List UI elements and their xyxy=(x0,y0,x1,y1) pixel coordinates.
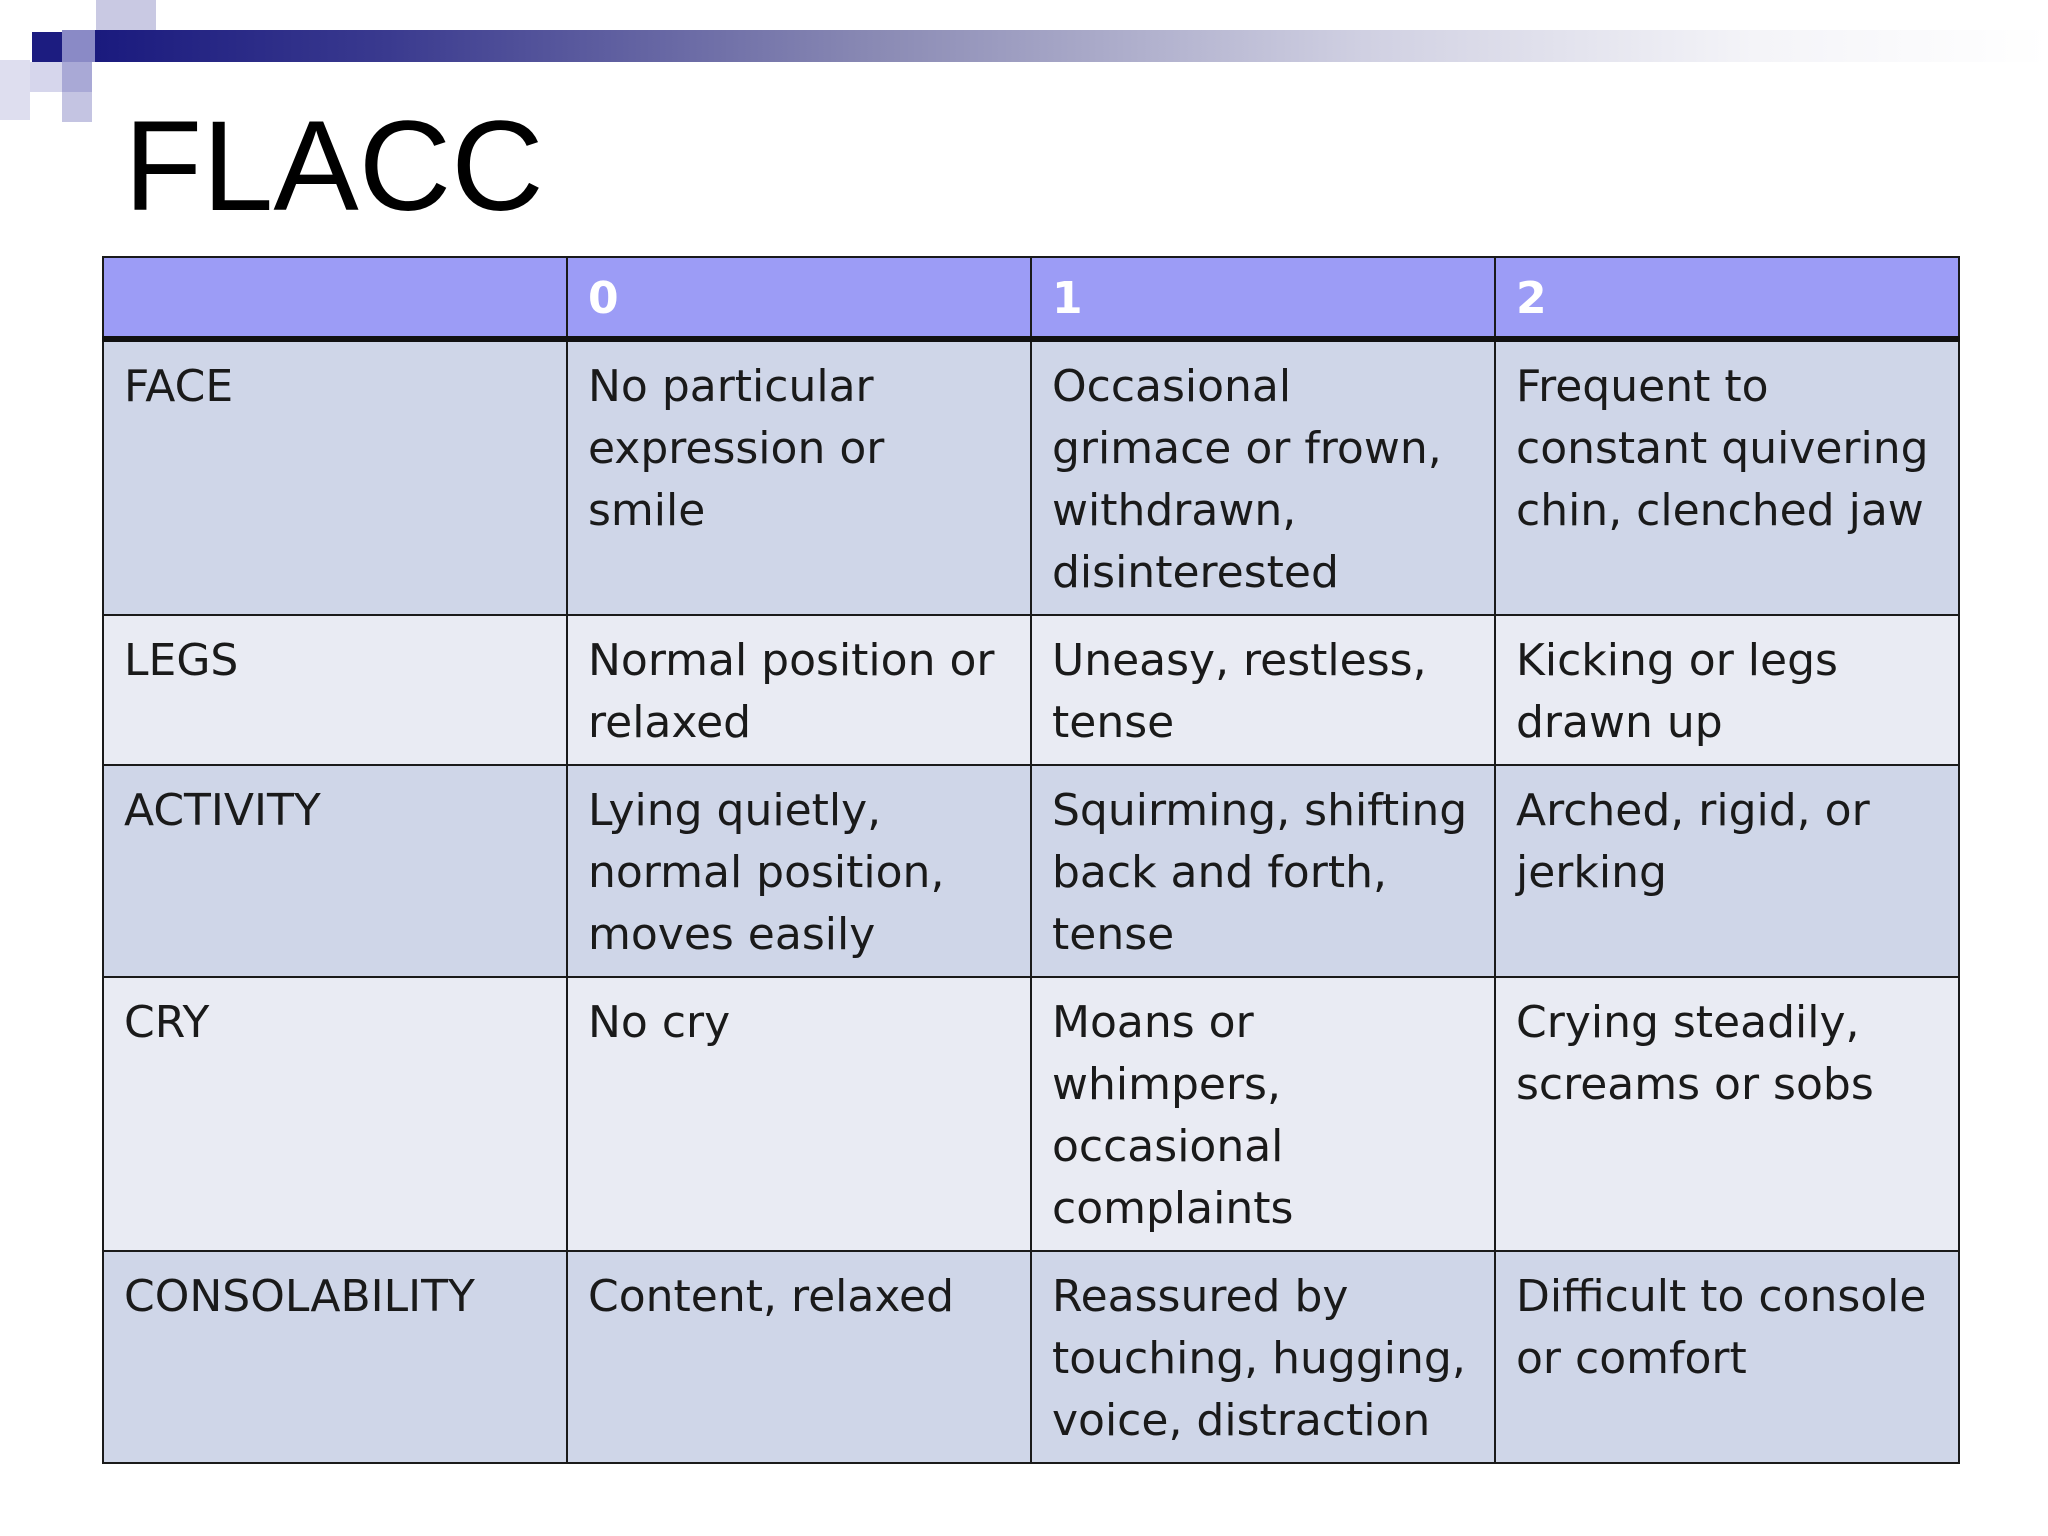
category-cell: CRY xyxy=(103,977,567,1251)
score-0-cell: No particular expression or smile xyxy=(567,339,1031,615)
score-2-cell: Frequent to constant quivering chin, clenched jaw xyxy=(1495,339,1959,615)
header-gradient-bar xyxy=(95,30,2048,62)
table-row-activity xyxy=(103,765,1959,977)
score-2-cell: Crying steadily, screams or sobs xyxy=(1495,977,1959,1251)
header-cell-score-2: 2 xyxy=(1495,257,1959,339)
table-header-row xyxy=(103,257,1959,339)
score-1-cell: Reassured by touching, hugging, voice, distraction xyxy=(1031,1251,1495,1463)
decor-square xyxy=(0,60,30,120)
flacc-table xyxy=(102,256,1960,1464)
table-row-consolability xyxy=(103,1251,1959,1463)
category-cell: LEGS xyxy=(103,615,567,765)
header-cell-blank xyxy=(103,257,567,339)
score-0-cell: Content, relaxed xyxy=(567,1251,1031,1463)
decor-square xyxy=(32,32,62,62)
category-cell: FACE xyxy=(103,339,567,615)
slide-title: FLACC xyxy=(124,95,544,238)
decor-square xyxy=(30,62,62,92)
score-2-cell: Kicking or legs drawn up xyxy=(1495,615,1959,765)
score-0-cell: No cry xyxy=(567,977,1031,1251)
score-2-cell: Difficult to console or comfort xyxy=(1495,1251,1959,1463)
decor-square xyxy=(96,0,156,30)
score-0-cell: Lying quietly, normal position, moves easily xyxy=(567,765,1031,977)
score-1-cell: Moans or whimpers, occasional complaints xyxy=(1031,977,1495,1251)
table-row-cry xyxy=(103,977,1959,1251)
decor-square xyxy=(62,30,95,62)
decor-square xyxy=(62,92,92,122)
header-cell-score-0: 0 xyxy=(567,257,1031,339)
score-1-cell: Occasional grimace or frown, withdrawn, disinterested xyxy=(1031,339,1495,615)
score-1-cell: Squirming, shifting back and forth, tense xyxy=(1031,765,1495,977)
table-row-face xyxy=(103,339,1959,615)
category-cell: ACTIVITY xyxy=(103,765,567,977)
table-row-legs xyxy=(103,615,1959,765)
decor-square xyxy=(62,62,92,92)
category-cell: CONSOLABILITY xyxy=(103,1251,567,1463)
header-cell-score-1: 1 xyxy=(1031,257,1495,339)
score-2-cell: Arched, rigid, or jerking xyxy=(1495,765,1959,977)
score-1-cell: Uneasy, restless, tense xyxy=(1031,615,1495,765)
score-0-cell: Normal position or relaxed xyxy=(567,615,1031,765)
